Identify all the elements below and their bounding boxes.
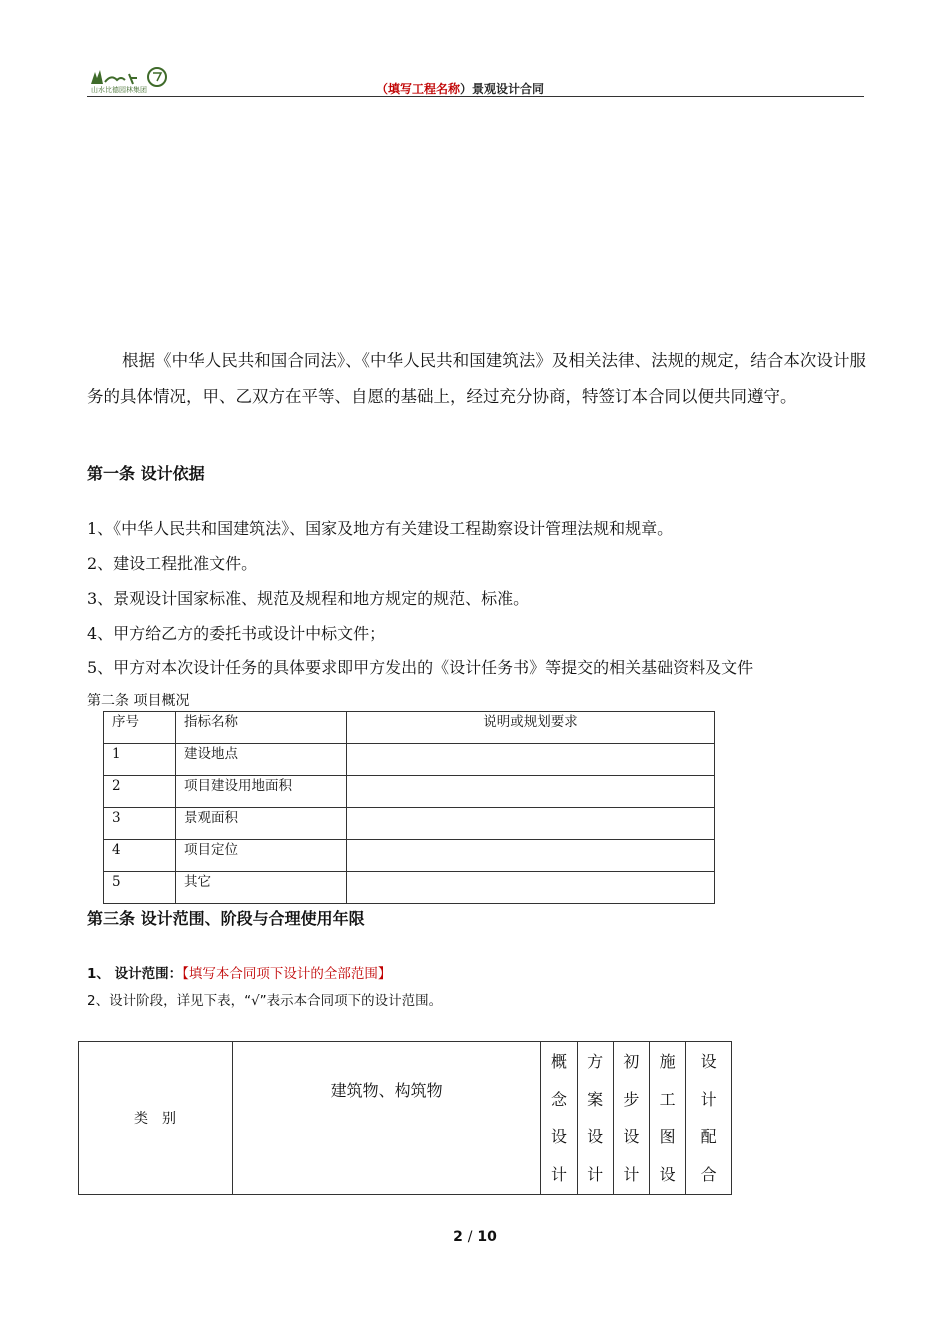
article2-heading: 第二条 项目概况 (87, 693, 190, 709)
col-header-requirements: 说明或规划要求 (347, 712, 715, 744)
header-title-highlight: 填写工程名称 (387, 82, 460, 96)
row-requirement[interactable] (347, 840, 715, 872)
design-stage-text: 2、设计阶段，详见下表，“√”表示本合同项下的设计范围。 (87, 993, 443, 1009)
project-overview-table (103, 711, 715, 904)
current-page: 2 (453, 1229, 463, 1245)
design-stage-table (78, 1041, 732, 1195)
col-header-index: 序号 (104, 712, 176, 744)
row-index: 5 (104, 872, 176, 904)
article1-item-3: 3、景观设计国家标准、规范及规程和地方规定的规范、标准。 (87, 589, 530, 608)
table-row (79, 1042, 732, 1195)
row-requirement[interactable] (347, 872, 715, 904)
document-header-title (330, 80, 590, 97)
row-index: 2 (104, 776, 176, 808)
row-requirement[interactable] (347, 744, 715, 776)
table-row (104, 840, 715, 872)
stage-scheme-design: 方 案 设 计 (577, 1042, 613, 1195)
category-cell: 类别 (79, 1042, 233, 1195)
design-scope-label: 1、 设计范围： (87, 966, 183, 982)
page-number (0, 1229, 950, 1245)
header-title-prefix: （ (375, 82, 388, 96)
row-requirement[interactable] (347, 776, 715, 808)
total-pages: 10 (477, 1229, 497, 1245)
article3-heading: 第三条 设计范围、阶段与合理使用年限 (87, 909, 365, 928)
article1-item-2: 2、建设工程批准文件。 (87, 554, 258, 573)
header-title-suffix: ）景观设计合同 (460, 82, 545, 96)
table-row (104, 744, 715, 776)
row-indicator: 其它 (176, 872, 347, 904)
row-indicator: 项目建设用地面积 (176, 776, 347, 808)
header-divider (87, 96, 864, 97)
table-row (104, 776, 715, 808)
intro-paragraph: 根据《中华人民共和国合同法》、《中华人民共和国建筑法》及相关法律、法规的规定，结合本次设计服务的具体情况，甲、乙双方在平等、自愿的基础上，经过充分协商，特签订本合同以便共同遵守。 (87, 351, 866, 406)
table-header-row (104, 712, 715, 744)
stage-construction-drawing: 施 工 图 设 (649, 1042, 685, 1195)
stage-preliminary-design: 初 步 设 计 (613, 1042, 649, 1195)
row-indicator: 项目定位 (176, 840, 347, 872)
page-separator: / (467, 1229, 473, 1245)
article1-item-1: 1、《中华人民共和国建筑法》、国家及地方有关建设工程勘察设计管理法规和规章。 (87, 519, 674, 538)
article1-heading: 第一条 设计依据 (87, 464, 205, 483)
design-scope-placeholder: 【填写本合同项下设计的全部范围】 (182, 966, 392, 982)
building-cell: 建筑物、构筑物 (232, 1042, 540, 1195)
article1-item-4: 4、甲方给乙方的委托书或设计中标文件； (87, 624, 386, 643)
row-requirement[interactable] (347, 808, 715, 840)
company-logo (87, 64, 169, 96)
table-row (104, 872, 715, 904)
design-scope-line (87, 962, 391, 982)
col-header-indicator: 指标名称 (176, 712, 347, 744)
article1-item-5: 5、甲方对本次设计任务的具体要求即甲方发出的《设计任务书》等提交的相关基础资料及文件 (87, 658, 754, 677)
stage-design-cooperation: 设 计 配 合 (686, 1042, 732, 1195)
row-indicator: 景观面积 (176, 808, 347, 840)
row-indicator: 建设地点 (176, 744, 347, 776)
row-index: 1 (104, 744, 176, 776)
stage-concept-design: 概 念 设 计 (541, 1042, 577, 1195)
row-index: 3 (104, 808, 176, 840)
logo-caption: 山水比德园林集团 (91, 86, 147, 94)
table-row (104, 808, 715, 840)
row-index: 4 (104, 840, 176, 872)
